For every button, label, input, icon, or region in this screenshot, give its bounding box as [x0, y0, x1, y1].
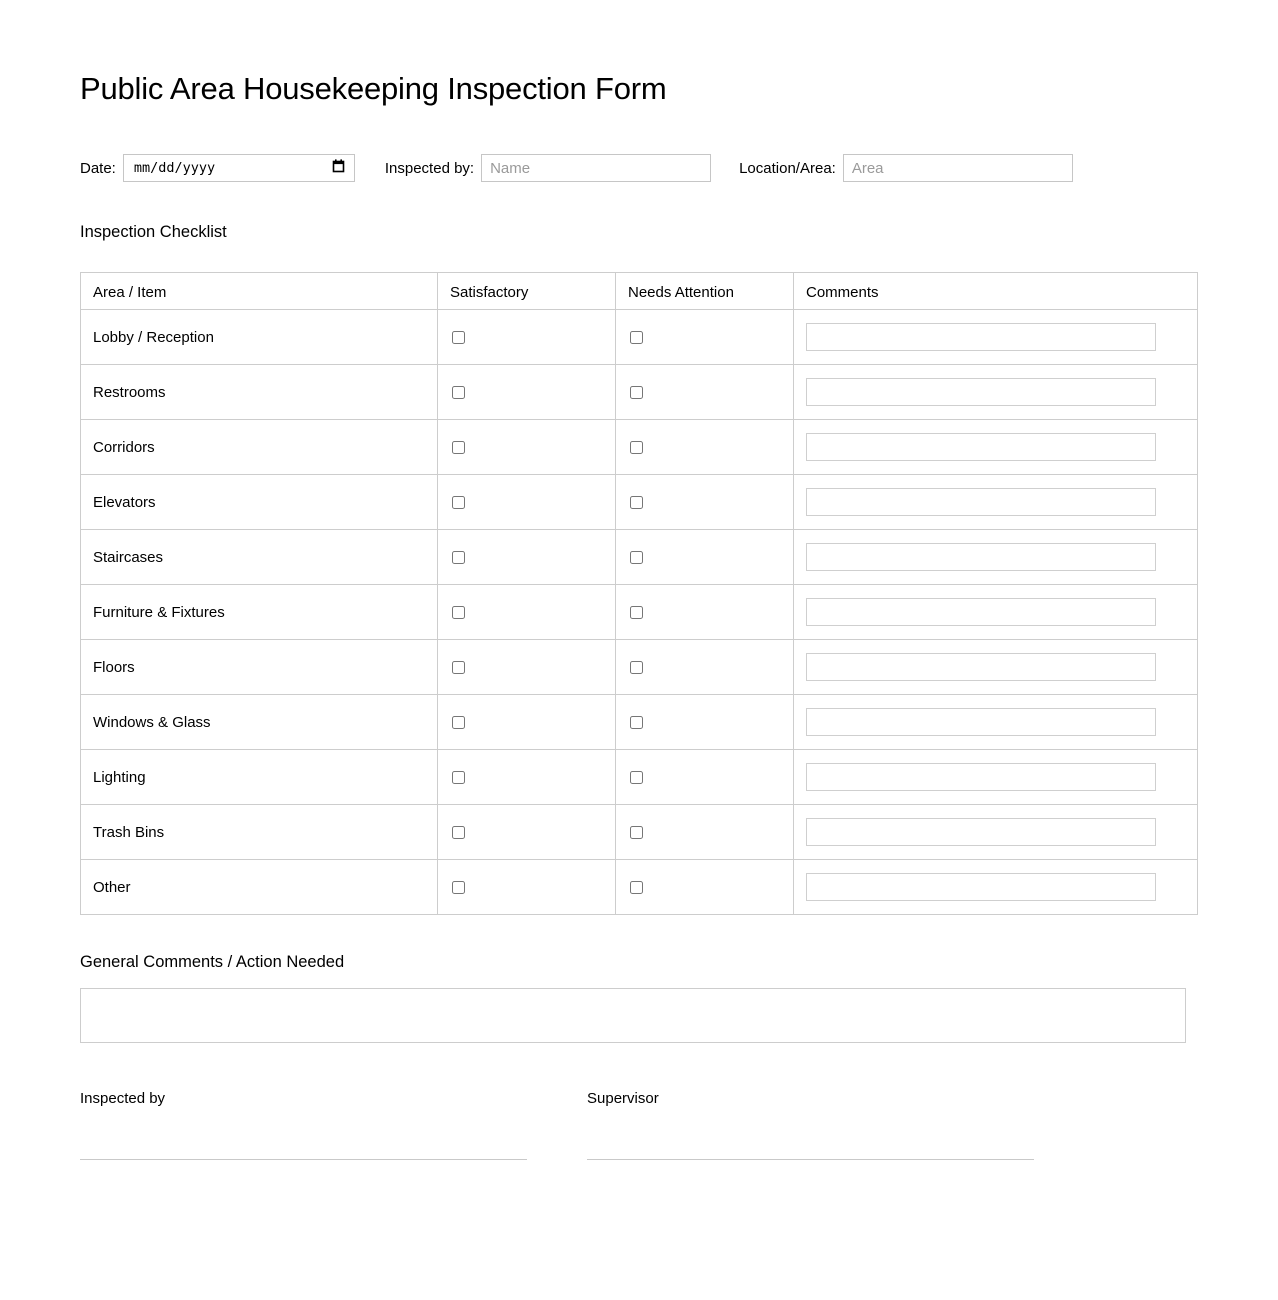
- cell-needs-attention: [616, 365, 794, 420]
- cell-comments: [794, 750, 1198, 805]
- location-field-group: [739, 154, 1073, 182]
- table-row: [81, 695, 1198, 750]
- satisfactory-checkbox[interactable]: [452, 606, 465, 619]
- comment-input[interactable]: [806, 653, 1156, 681]
- cell-needs-attention: [616, 530, 794, 585]
- cell-comments: [794, 585, 1198, 640]
- table-row: [81, 585, 1198, 640]
- needs-attention-checkbox[interactable]: [630, 331, 643, 344]
- signature-label-supervisor: Supervisor: [587, 1090, 659, 1108]
- cell-area-item: Lobby / Reception: [81, 310, 438, 365]
- inspected-by-label: Inspected by:: [384, 159, 475, 177]
- cell-needs-attention: [616, 640, 794, 695]
- table-row: [81, 420, 1198, 475]
- needs-attention-checkbox[interactable]: [630, 606, 643, 619]
- satisfactory-checkbox[interactable]: [452, 661, 465, 674]
- needs-attention-checkbox[interactable]: [630, 386, 643, 399]
- comment-input[interactable]: [806, 488, 1156, 516]
- comment-input[interactable]: [806, 598, 1156, 626]
- form-meta-row: [80, 153, 1198, 183]
- table-row: [81, 530, 1198, 585]
- location-input[interactable]: [843, 154, 1073, 182]
- cell-satisfactory: [438, 750, 616, 805]
- satisfactory-checkbox[interactable]: [452, 331, 465, 344]
- general-comments-heading: General Comments / Action Needed: [80, 953, 345, 972]
- cell-area-item: Other: [81, 860, 438, 915]
- cell-comments: [794, 475, 1198, 530]
- table-row: [81, 860, 1198, 915]
- comment-input[interactable]: [806, 323, 1156, 351]
- cell-satisfactory: [438, 365, 616, 420]
- cell-area-item: Elevators: [81, 475, 438, 530]
- needs-attention-checkbox[interactable]: [630, 881, 643, 894]
- date-label: Date:: [80, 159, 116, 177]
- table-header-row: [81, 273, 1198, 310]
- satisfactory-checkbox[interactable]: [452, 386, 465, 399]
- signature-line-supervisor[interactable]: [587, 1159, 1034, 1160]
- cell-needs-attention: [616, 750, 794, 805]
- table-row: [81, 475, 1198, 530]
- cell-satisfactory: [438, 420, 616, 475]
- needs-attention-checkbox[interactable]: [630, 661, 643, 674]
- comment-input[interactable]: [806, 543, 1156, 571]
- cell-area-item: Lighting: [81, 750, 438, 805]
- cell-needs-attention: [616, 310, 794, 365]
- table-row: [81, 750, 1198, 805]
- table-row: [81, 365, 1198, 420]
- cell-satisfactory: [438, 860, 616, 915]
- column-header-satisfactory: Satisfactory: [438, 273, 616, 310]
- cell-comments: [794, 805, 1198, 860]
- needs-attention-checkbox[interactable]: [630, 496, 643, 509]
- cell-area-item: Restrooms: [81, 365, 438, 420]
- satisfactory-checkbox[interactable]: [452, 716, 465, 729]
- cell-area-item: Floors: [81, 640, 438, 695]
- comment-input[interactable]: [806, 708, 1156, 736]
- needs-attention-checkbox[interactable]: [630, 826, 643, 839]
- cell-needs-attention: [616, 805, 794, 860]
- needs-attention-checkbox[interactable]: [630, 551, 643, 564]
- cell-satisfactory: [438, 805, 616, 860]
- needs-attention-checkbox[interactable]: [630, 716, 643, 729]
- general-comments-textarea[interactable]: [80, 988, 1186, 1043]
- cell-needs-attention: [616, 475, 794, 530]
- calendar-icon[interactable]: [332, 159, 345, 177]
- comment-input[interactable]: [806, 818, 1156, 846]
- signature-block-supervisor: [587, 1090, 1034, 1160]
- date-placeholder-text: mm/dd/yyyy: [133, 160, 216, 177]
- comment-input[interactable]: [806, 763, 1156, 791]
- cell-satisfactory: [438, 640, 616, 695]
- date-field-group: [80, 154, 355, 182]
- cell-comments: [794, 530, 1198, 585]
- table-header: [81, 273, 1198, 310]
- signature-block-inspected-by: [80, 1090, 527, 1160]
- inspected-by-field-group: [385, 154, 711, 182]
- column-header-comments: Comments: [794, 273, 1198, 310]
- cell-comments: [794, 310, 1198, 365]
- location-label: Location/Area:: [739, 159, 836, 177]
- satisfactory-checkbox[interactable]: [452, 771, 465, 784]
- comment-input[interactable]: [806, 378, 1156, 406]
- cell-needs-attention: [616, 860, 794, 915]
- inspected-by-input[interactable]: [481, 154, 711, 182]
- cell-area-item: Furniture & Fixtures: [81, 585, 438, 640]
- cell-satisfactory: [438, 585, 616, 640]
- needs-attention-checkbox[interactable]: [630, 441, 643, 454]
- comment-input[interactable]: [806, 873, 1156, 901]
- satisfactory-checkbox[interactable]: [452, 551, 465, 564]
- satisfactory-checkbox[interactable]: [452, 496, 465, 509]
- cell-area-item: Staircases: [81, 530, 438, 585]
- cell-comments: [794, 420, 1198, 475]
- signature-line-inspected-by[interactable]: [80, 1159, 527, 1160]
- cell-needs-attention: [616, 420, 794, 475]
- date-input[interactable]: [123, 154, 355, 182]
- table-body: [81, 310, 1198, 915]
- cell-comments: [794, 365, 1198, 420]
- cell-comments: [794, 695, 1198, 750]
- inspection-checklist-table: [80, 272, 1198, 915]
- cell-needs-attention: [616, 585, 794, 640]
- cell-comments: [794, 860, 1198, 915]
- cell-needs-attention: [616, 695, 794, 750]
- table-row: [81, 640, 1198, 695]
- cell-area-item: Windows & Glass: [81, 695, 438, 750]
- table-row: [81, 805, 1198, 860]
- signature-row: [80, 1090, 1198, 1160]
- satisfactory-checkbox[interactable]: [452, 826, 465, 839]
- needs-attention-checkbox[interactable]: [630, 771, 643, 784]
- cell-satisfactory: [438, 310, 616, 365]
- checklist-heading: Inspection Checklist: [80, 223, 227, 242]
- satisfactory-checkbox[interactable]: [452, 441, 465, 454]
- cell-satisfactory: [438, 695, 616, 750]
- cell-area-item: Corridors: [81, 420, 438, 475]
- cell-satisfactory: [438, 475, 616, 530]
- column-header-area: Area / Item: [81, 273, 438, 310]
- signature-label-inspected-by: Inspected by: [80, 1090, 166, 1108]
- cell-satisfactory: [438, 530, 616, 585]
- column-header-needs-attention: Needs Attention: [616, 273, 794, 310]
- cell-comments: [794, 640, 1198, 695]
- comment-input[interactable]: [806, 433, 1156, 461]
- table-row: [81, 310, 1198, 365]
- satisfactory-checkbox[interactable]: [452, 881, 465, 894]
- cell-area-item: Trash Bins: [81, 805, 438, 860]
- page-title: Public Area Housekeeping Inspection Form: [80, 71, 667, 106]
